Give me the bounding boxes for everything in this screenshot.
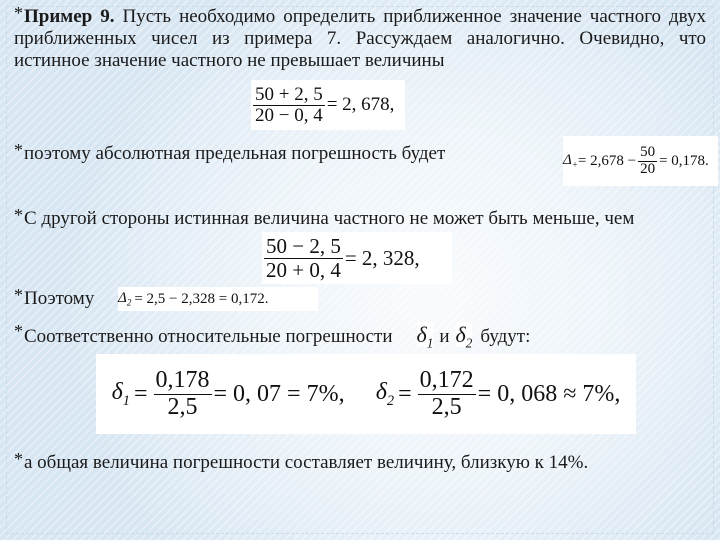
fraction-denominator: 20 xyxy=(640,160,656,177)
delta-symbol: $\delta_2$ xyxy=(375,378,395,409)
paragraph-text: поэтому абсолютная предельная погрешность будет xyxy=(24,143,446,164)
fraction-numerator: 50 − 2, 5 xyxy=(266,234,341,259)
fraction-numerator: 0,172 xyxy=(419,367,474,394)
fraction-numerator: 50 + 2, 5 xyxy=(255,83,323,105)
bullet-star: * xyxy=(14,140,23,160)
paragraph-absolute-error xyxy=(14,140,574,165)
formula-upper-bound xyxy=(251,80,405,130)
fraction-denominator: 20 + 0, 4 xyxy=(266,257,341,282)
paragraph-text: Поэтому xyxy=(24,288,95,309)
example-label: Пример 9. xyxy=(24,6,115,27)
fraction xyxy=(264,235,343,280)
paragraph-total-error xyxy=(14,449,706,474)
delta-1-symbol: $\delta_1$ xyxy=(416,322,434,351)
delta-symbol: $\Delta_+$ xyxy=(563,152,578,170)
paragraph-text-end: будут: xyxy=(480,326,531,347)
delta-symbol: $\delta_1$ xyxy=(111,378,130,409)
formula-expression: = 2,5 − 2,328 = 0,172. xyxy=(134,290,269,307)
example-text: Пусть необходимо определить приближенное значение частного двух приближенных чисел из примера 7. Рассуждаем аналогично. Очевидно, что истинное значение частного не превышает величины xyxy=(14,6,706,71)
paragraph-lower-bound xyxy=(14,205,706,230)
bullet-star: * xyxy=(14,449,23,469)
bullet-star: * xyxy=(14,321,23,341)
paragraph-relative-errors xyxy=(14,321,706,354)
formula-delta-plus xyxy=(563,136,718,186)
paragraph-text: Соответственно относительные погрешности xyxy=(24,326,393,347)
formula-lower-bound xyxy=(262,232,452,284)
formula-result: = 0, 07 = 7%, xyxy=(213,380,345,407)
equals-sign: = xyxy=(133,380,148,407)
fraction xyxy=(418,368,476,419)
formula-delta-2 xyxy=(118,287,318,311)
formula-result: = 2, 678, xyxy=(326,94,395,115)
formula-relative-errors xyxy=(96,354,636,434)
paragraph-example-9 xyxy=(14,3,706,72)
fraction-numerator: 0,178 xyxy=(155,367,210,394)
fraction xyxy=(154,368,212,419)
fraction-denominator: 2,5 xyxy=(431,393,462,420)
conjunction-and: и xyxy=(439,326,450,347)
bullet-star: * xyxy=(14,285,23,305)
formula-result: = 0,178. xyxy=(659,152,709,169)
formula-result: = 0, 068 ≈ 7%, xyxy=(477,380,621,407)
fraction-denominator: 2,5 xyxy=(167,393,198,420)
formula-delta-1 xyxy=(112,368,345,419)
paragraph-text: С другой стороны истинная величина частного не может быть меньше, чем xyxy=(24,208,635,229)
formula-expression: = 2,678 − xyxy=(577,152,637,169)
delta-2-symbol: $\delta_2$ xyxy=(455,322,473,351)
fraction xyxy=(253,85,325,126)
formula-delta-2 xyxy=(376,368,621,419)
delta-symbol: $\Delta_2$ xyxy=(118,290,132,308)
bullet-star: * xyxy=(14,3,23,23)
paragraph-text: а общая величина погрешности составляет величину, близкую к 14%. xyxy=(24,452,589,473)
bullet-star: * xyxy=(14,205,23,225)
fraction-denominator: 20 − 0, 4 xyxy=(255,104,323,126)
fraction-numerator: 50 xyxy=(640,143,656,160)
fraction xyxy=(638,145,657,178)
equals-sign: = xyxy=(398,380,412,407)
paragraph-therefore xyxy=(14,285,124,310)
formula-result: = 2, 328, xyxy=(344,245,420,270)
